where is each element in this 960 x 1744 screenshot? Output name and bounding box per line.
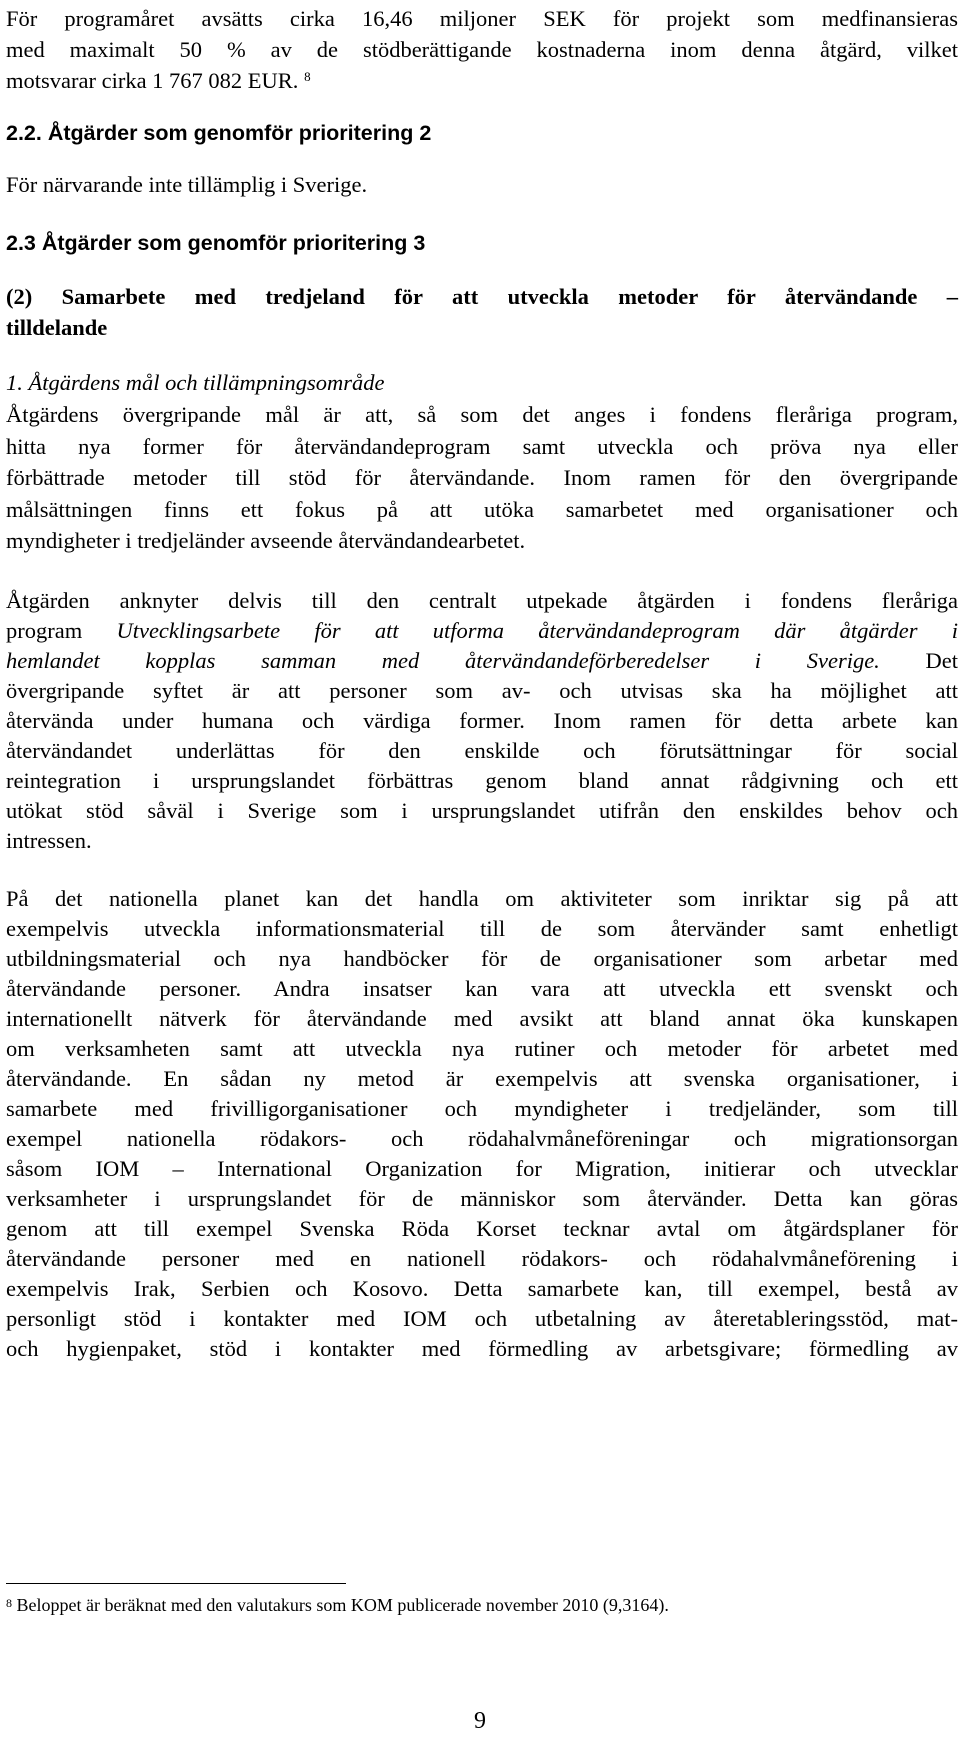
paragraph-3-line-4: återvändande personer. Andra insatser kan vara att utveckla ett svenskt och <box>6 976 958 1001</box>
paragraph-2-line-2-italic: Utvecklingsarbete för att utforma återvändandeprogram där åtgärder i <box>116 618 958 643</box>
paragraph-3-line-16: och hygienpaket, stöd i kontakter med förmedling av arbetsgivare; förmedling av <box>6 1336 958 1361</box>
subsection-1-line-5: myndigheter i tredjeländer avseende återvändandearbetet. <box>6 528 526 553</box>
paragraph-2-line-9: intressen. <box>6 828 92 853</box>
subsection-1-heading: 1. Åtgärdens mål och tillämpningsområde <box>6 370 385 395</box>
subsection-1-line-4: målsättningen finns ett fokus på att utöka samarbetet med organisationer och <box>6 497 958 522</box>
paragraph-3-line-8: samarbete med frivilligorganisationer och myndigheter i tredjeländer, som till <box>6 1096 958 1121</box>
section-2-3-subheading-line-1: (2) Samarbete med tredjeland för att utveckla metoder för återvändande – <box>6 284 958 309</box>
paragraph-2-line-3-text: Det <box>879 648 958 673</box>
paragraph-3-line-14: exempelvis Irak, Serbien och Kosovo. Detta samarbete kan, till exempel, bestå av <box>6 1276 958 1301</box>
paragraph-3-line-2: exempelvis utveckla informationsmaterial till de som återvänder samt enhetligt <box>6 916 958 941</box>
paragraph-3-line-13: återvändande personer med en nationell rödakors- och rödahalvmåneförening i <box>6 1246 958 1271</box>
paragraph-2-line-3-italic: hemlandet kopplas samman med återvändandeförberedelser i Sverige. <box>6 648 880 673</box>
paragraph-2-line-4: övergripande syftet är att personer som av- och utvisas ska ha möjlighet att <box>6 678 958 703</box>
intro-line-3 <box>6 66 958 96</box>
subsection-1-line-3: förbättrade metoder till stöd för återvändande. Inom ramen för den övergripande <box>6 465 958 490</box>
paragraph-2-line-2 <box>6 616 958 646</box>
section-2-2-heading: 2.2. Åtgärder som genomför prioritering 2 <box>6 121 432 145</box>
paragraph-3-line-15: personligt stöd i kontakter med IOM och utbetalning av återetableringsstöd, mat- <box>6 1306 958 1331</box>
paragraph-3-line-5: internationellt nätverk för återvändande med avsikt att bland annat öka kunskapen <box>6 1006 958 1031</box>
intro-line-2: med maximalt 50 % av de stödberättigande kostnaderna inom denna åtgärd, vilket <box>6 37 958 62</box>
paragraph-3-line-3: utbildningsmaterial och nya handböcker för de organisationer som arbetar med <box>6 946 958 971</box>
paragraph-3-line-11: verksamheter i ursprungslandet för de människor som återvänder. Detta kan göras <box>6 1186 958 1211</box>
page-number: 9 <box>474 1708 486 1734</box>
paragraph-2-line-5: återvända under humana och värdiga former. Inom ramen för detta arbete kan <box>6 708 958 733</box>
paragraph-3-line-9: exempel nationella rödakors- och rödahalvmåneföreningar och migrationsorgan <box>6 1126 958 1151</box>
footnote-separator <box>6 1583 346 1584</box>
paragraph-2-line-3 <box>6 646 958 676</box>
paragraph-3-line-1: På det nationella planet kan det handla om aktiviteter som inriktar sig på att <box>6 886 958 911</box>
section-2-2-text: För närvarande inte tillämplig i Sverige. <box>6 172 368 197</box>
paragraph-3-line-6: om verksamheten samt att utveckla nya rutiner och metoder för arbetet med <box>6 1036 958 1061</box>
paragraph-2-line-7: reintegration i ursprungslandet förbättras genom bland annat rådgivning och ett <box>6 768 958 793</box>
paragraph-3-line-7: återvändande. En sådan ny metod är exempelvis att svenska organisationer, i <box>6 1066 958 1091</box>
paragraph-3-line-12: genom att till exempel Svenska Röda Korset tecknar avtal om åtgärdsplaner för <box>6 1216 958 1241</box>
paragraph-2-line-6: återvändandet underlättas för den enskilde och förutsättningar för social <box>6 738 958 763</box>
intro-line-3-text: motsvarar cirka 1 767 082 EUR. <box>6 68 299 93</box>
paragraph-2-line-8: utökat stöd såväl i Sverige som i ursprungslandet utifrån den enskildes behov och <box>6 798 958 823</box>
intro-line-1: För programåret avsätts cirka 16,46 miljoner SEK för projekt som medfinansieras <box>6 6 958 31</box>
footnote-marker: 8 <box>6 1596 12 1610</box>
footnote-reference[interactable]: 8 <box>304 69 311 84</box>
subsection-1-line-1: Åtgärdens övergripande mål är att, så som det anges i fondens fleråriga program, <box>6 402 958 427</box>
section-2-3-subheading-line-2: tilldelande <box>6 315 108 340</box>
footnote-text: Beloppet är beräknat med den valutakurs som KOM publicerade november 2010 (9,3164). <box>12 1595 669 1615</box>
subsection-1-line-2: hitta nya former för återvändandeprogram samt utveckla och pröva nya eller <box>6 434 958 459</box>
paragraph-2-line-1: Åtgärden anknyter delvis till den centralt utpekade åtgärden i fondens fleråriga <box>6 588 958 613</box>
footnote <box>6 1592 669 1618</box>
paragraph-3-line-10: såsom IOM – International Organization for Migration, initierar och utvecklar <box>6 1156 958 1181</box>
section-2-3-heading: 2.3 Åtgärder som genomför prioritering 3 <box>6 231 426 255</box>
paragraph-2-line-2-text: program <box>6 618 117 643</box>
